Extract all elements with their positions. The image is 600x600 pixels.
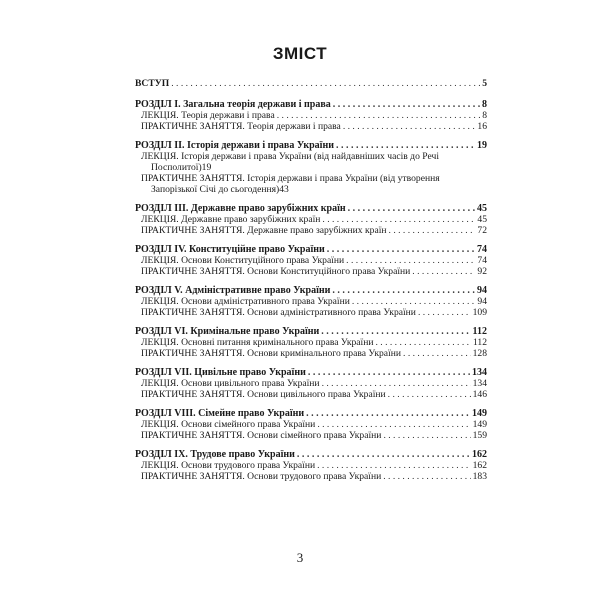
toc-entry-label-cont: Запорізької Січі до сьогодення) <box>151 184 280 195</box>
toc-entry-label: ЛЕКЦІЯ. Основи Конституційного права України <box>141 255 345 266</box>
toc-entry-continuation <box>141 184 487 195</box>
toc-section-heading <box>135 367 487 378</box>
toc-entry-page: 149 <box>472 419 487 430</box>
dot-leader <box>348 203 475 214</box>
dot-leader <box>343 121 476 132</box>
dot-leader <box>317 460 470 471</box>
toc-section-page: 74 <box>477 244 487 255</box>
toc-entry <box>135 266 487 277</box>
dot-leader <box>308 367 470 378</box>
toc-entry-page: 92 <box>477 266 487 277</box>
dot-leader <box>375 337 470 348</box>
toc-section <box>135 326 487 359</box>
toc-entry-page: 16 <box>477 121 487 132</box>
toc-section <box>135 408 487 441</box>
toc-entry <box>135 225 487 236</box>
dot-leader <box>418 307 471 318</box>
dot-leader <box>321 326 470 337</box>
toc-entry <box>135 255 487 266</box>
dot-leader <box>388 389 471 400</box>
toc-entry-page: 134 <box>472 378 487 389</box>
toc-section-page: 149 <box>472 408 487 419</box>
toc-entry-line <box>141 173 487 184</box>
toc-entry-label: ПРАКТИЧНЕ ЗАНЯТТЯ. Історія держави і права України (від утворення <box>141 173 440 184</box>
toc-section <box>135 285 487 318</box>
toc-section <box>135 99 487 132</box>
dot-leader <box>383 471 470 482</box>
toc-entry-label-cont: Посполитої) <box>151 162 202 173</box>
toc-section-heading <box>135 285 487 296</box>
toc-entry-line <box>141 151 487 162</box>
dot-leader <box>332 285 475 296</box>
toc-section-label: РОЗДІЛ VI. Кримінальне право України <box>135 326 320 337</box>
toc-section-label: РОЗДІЛ VIII. Сімейне право України <box>135 408 305 419</box>
toc-entry-label: ЛЕКЦІЯ. Основи адміністративного права України <box>141 296 350 307</box>
toc-entry <box>135 173 487 195</box>
table-of-contents <box>135 78 487 490</box>
toc-section <box>135 244 487 277</box>
toc-entry <box>135 389 487 400</box>
toc-entry-page: 159 <box>472 430 487 441</box>
dot-leader <box>322 378 471 389</box>
toc-section <box>135 203 487 236</box>
toc-entry-page: 19 <box>201 162 212 173</box>
toc-entry-page: 74 <box>477 255 487 266</box>
toc-entry-page: 183 <box>472 471 487 482</box>
toc-entry <box>135 471 487 482</box>
toc-entry-intro <box>135 78 487 89</box>
toc-section-heading <box>135 203 487 214</box>
dot-leader <box>327 244 475 255</box>
toc-entry-label: ЛЕКЦІЯ. Основи трудового права України <box>141 460 316 471</box>
dot-leader <box>297 449 470 460</box>
toc-entry-page: 94 <box>477 296 487 307</box>
toc-entry-label: ЛЕКЦІЯ. Теорія держави і права <box>141 110 275 121</box>
toc-entry <box>135 460 487 471</box>
toc-entry <box>135 419 487 430</box>
dot-leader <box>412 266 475 277</box>
toc-section-heading <box>135 408 487 419</box>
toc-section <box>135 140 487 195</box>
toc-entry-label: ЛЕКЦІЯ. Державне право зарубіжних країн <box>141 214 321 225</box>
toc-entry <box>135 430 487 441</box>
toc-entry-page: 43 <box>279 184 289 195</box>
dot-leader <box>383 430 470 441</box>
dot-leader <box>306 408 470 419</box>
toc-entry-label: ПРАКТИЧНЕ ЗАНЯТТЯ. Основи трудового права України <box>141 471 382 482</box>
dot-leader <box>403 348 471 359</box>
toc-entry-continuation <box>141 162 487 173</box>
dot-leader <box>322 214 475 225</box>
toc-entry-label: ПРАКТИЧНЕ ЗАНЯТТЯ. Основи адміністративного права України <box>141 307 416 318</box>
toc-entry-label: ПРАКТИЧНЕ ЗАНЯТТЯ. Теорія держави і права <box>141 121 341 132</box>
toc-section-page: 162 <box>472 449 487 460</box>
toc-entry <box>135 337 487 348</box>
toc-entry-label: ВСТУП <box>135 78 170 89</box>
toc-section-page: 112 <box>472 326 487 337</box>
toc-entry <box>135 151 487 173</box>
toc-entry-page: 128 <box>472 348 487 359</box>
toc-section-heading <box>135 326 487 337</box>
toc-section-page: 94 <box>477 285 487 296</box>
toc-entry-label: ПРАКТИЧНЕ ЗАНЯТТЯ. Основи кримінального права України <box>141 348 402 359</box>
toc-entry-page: 112 <box>472 337 487 348</box>
toc-entry-page: 8 <box>482 110 487 121</box>
dot-leader <box>333 99 480 110</box>
toc-section <box>135 367 487 400</box>
toc-section-heading <box>135 449 487 460</box>
dot-leader <box>277 110 480 121</box>
toc-section-heading <box>135 99 487 110</box>
toc-section-label: РОЗДІЛ VII. Цивільне право України <box>135 367 306 378</box>
toc-entry-page: 5 <box>482 78 487 89</box>
toc-section-page: 45 <box>477 203 487 214</box>
toc-entry <box>135 121 487 132</box>
dot-leader <box>336 140 475 151</box>
toc-section-page: 19 <box>477 140 487 151</box>
toc-entry-label: ЛЕКЦІЯ. Основи цивільного права України <box>141 378 320 389</box>
toc-entry-page: 45 <box>477 214 487 225</box>
toc-section-label: РОЗДІЛ ІІІ. Державне право зарубіжних країн <box>135 203 346 214</box>
toc-entry-page: 146 <box>472 389 487 400</box>
toc-section-label: РОЗДІЛ І. Загальна теорія держави і права <box>135 99 331 110</box>
toc-section-page: 8 <box>482 99 487 110</box>
toc-entry-label: ПРАКТИЧНЕ ЗАНЯТТЯ. Державне право зарубіжних країн <box>141 225 387 236</box>
toc-section-heading <box>135 244 487 255</box>
toc-entry <box>135 296 487 307</box>
toc-section-page: 134 <box>472 367 487 378</box>
toc-entry <box>135 307 487 318</box>
dot-leader <box>352 296 476 307</box>
toc-entry <box>135 110 487 121</box>
dot-leader <box>389 225 476 236</box>
toc-entry-page: 162 <box>472 460 487 471</box>
toc-section-label: РОЗДІЛ IV. Конституційне право України <box>135 244 325 255</box>
toc-section-heading <box>135 140 487 151</box>
dot-leader <box>171 78 480 89</box>
toc-section-label: РОЗДІЛ ІІ. Історія держави і права України <box>135 140 334 151</box>
page-number: 3 <box>296 550 304 565</box>
dot-leader <box>346 255 475 266</box>
page-title: ЗМІСТ <box>272 44 328 63</box>
toc-entry-page: 109 <box>472 307 487 318</box>
toc-section <box>135 449 487 482</box>
toc-entry <box>135 214 487 225</box>
toc-entry-label: ПРАКТИЧНЕ ЗАНЯТТЯ. Основи Конституційного права України <box>141 266 411 277</box>
toc-section-label: РОЗДІЛ ІХ. Трудове право України <box>135 449 295 460</box>
toc-entry <box>135 348 487 359</box>
dot-leader <box>317 419 470 430</box>
toc-entry-label: ЛЕКЦІЯ. Історія держави і права України (від найдавніших часів до Речі <box>141 151 439 162</box>
toc-entry-label: ЛЕКЦІЯ. Основні питання кримінального права України <box>141 337 374 348</box>
toc-entry-label: ЛЕКЦІЯ. Основи сімейного права України <box>141 419 316 430</box>
toc-entry-page: 72 <box>477 225 487 236</box>
toc-entry <box>135 378 487 389</box>
toc-entry-label: ПРАКТИЧНЕ ЗАНЯТТЯ. Основи сімейного права України <box>141 430 382 441</box>
toc-section-label: РОЗДІЛ V. Адміністративне право України <box>135 285 331 296</box>
toc-entry-label: ПРАКТИЧНЕ ЗАНЯТТЯ. Основи цивільного права України <box>141 389 386 400</box>
